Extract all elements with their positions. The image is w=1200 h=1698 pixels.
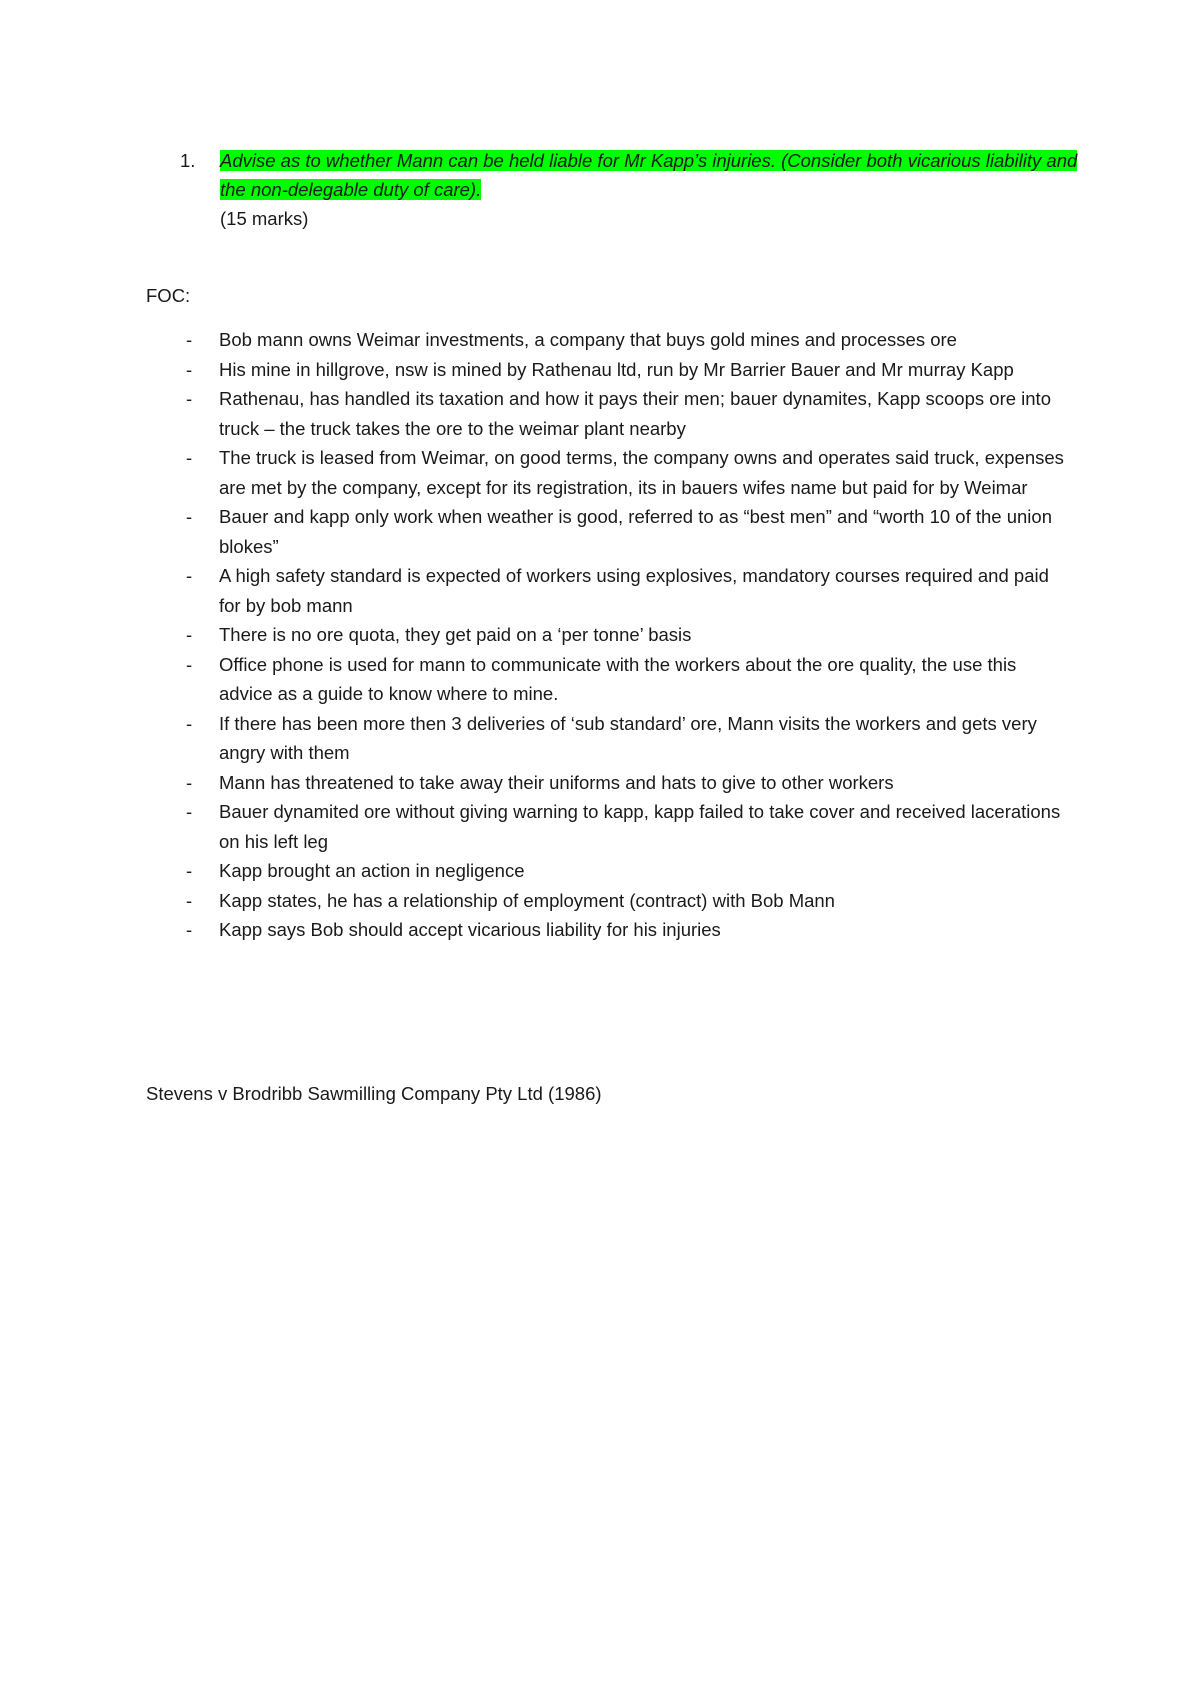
facts-list (186, 325, 1066, 945)
fact-text: His mine in hillgrove, nsw is mined by Rathenau ltd, run by Mr Barrier Bauer and Mr murray Kapp (219, 358, 1014, 380)
fact-item (186, 620, 1066, 650)
fact-item (186, 797, 1066, 856)
fact-item (186, 384, 1066, 443)
bullet-dash: - (186, 771, 193, 793)
bullet-dash: - (186, 506, 193, 527)
fact-item (186, 355, 1066, 385)
fact-item (186, 768, 1066, 798)
fact-text: There is no ore quota, they get paid on a ‘per tonne’ basis (219, 624, 692, 645)
bullet-dash: - (186, 919, 193, 940)
fact-item (186, 915, 1066, 945)
question-body (220, 146, 1080, 233)
fact-text: Mann has threatened to take away their uniforms and hats to give to other workers (219, 771, 894, 793)
fact-item (186, 650, 1066, 709)
bullet-dash: - (186, 358, 193, 380)
fact-text: Bauer dynamited ore without giving warning to kapp, kapp failed to take cover and received lacerations on his left leg (219, 801, 1061, 852)
fact-item (186, 709, 1066, 768)
bullet-dash: - (186, 624, 193, 645)
fact-item (186, 856, 1066, 886)
fact-text: Kapp says Bob should accept vicarious liability for his injuries (219, 919, 721, 940)
bullet-dash: - (186, 565, 193, 586)
fact-item (186, 886, 1066, 916)
fact-text: Bauer and kapp only work when weather is good, referred to as “best men” and “worth 10 of the union blokes” (219, 506, 1052, 557)
fact-item (186, 561, 1066, 620)
question-number: 1. (180, 150, 196, 171)
fact-item (186, 325, 1066, 355)
fact-item (186, 502, 1066, 561)
bullet-dash: - (186, 329, 193, 350)
fact-text: Bob mann owns Weimar investments, a company that buys gold mines and processes ore (219, 329, 957, 350)
bullet-dash: - (186, 860, 193, 881)
bullet-dash: - (186, 801, 193, 822)
bullet-dash: - (186, 388, 193, 409)
fact-text: If there has been more then 3 deliveries of ‘sub standard’ ore, Mann visits the workers and gets very angry with them (219, 712, 1037, 763)
bullet-dash: - (186, 712, 193, 734)
bullet-dash: - (186, 889, 193, 911)
fact-item (186, 443, 1066, 502)
question-text-highlighted: Advise as to whether Mann can be held liable for Mr Kapp’s injuries. (Consider both vicarious liability and the non-delegable duty of care). (220, 150, 1078, 200)
bullet-dash: - (186, 653, 193, 675)
question-block (180, 146, 1080, 233)
fact-text: Kapp brought an action in negligence (219, 860, 525, 881)
bullet-dash: - (186, 447, 193, 468)
case-reference: Stevens v Brodribb Sawmilling Company Pty Ltd (1986) (146, 1083, 602, 1104)
fact-text: Kapp states, he has a relationship of employment (contract) with Bob Mann (219, 889, 835, 911)
fact-text: Office phone is used for mann to communicate with the workers about the ore quality, the use this advice as a guide to know where to mine. (219, 653, 1017, 704)
foc-heading: FOC: (146, 285, 191, 306)
question-marks: (15 marks) (220, 208, 309, 229)
fact-text: Rathenau, has handled its taxation and how it pays their men; bauer dynamites, Kapp scoops ore into truck – the truck takes the ore to the weimar plant nearby (219, 388, 1051, 439)
fact-text: A high safety standard is expected of workers using explosives, mandatory courses required and paid for by bob mann (219, 565, 1049, 616)
fact-text: The truck is leased from Weimar, on good terms, the company owns and operates said truck, expenses are met by the company, except for its registration, its in bauers wifes name but paid for by Weimar (219, 447, 1064, 498)
